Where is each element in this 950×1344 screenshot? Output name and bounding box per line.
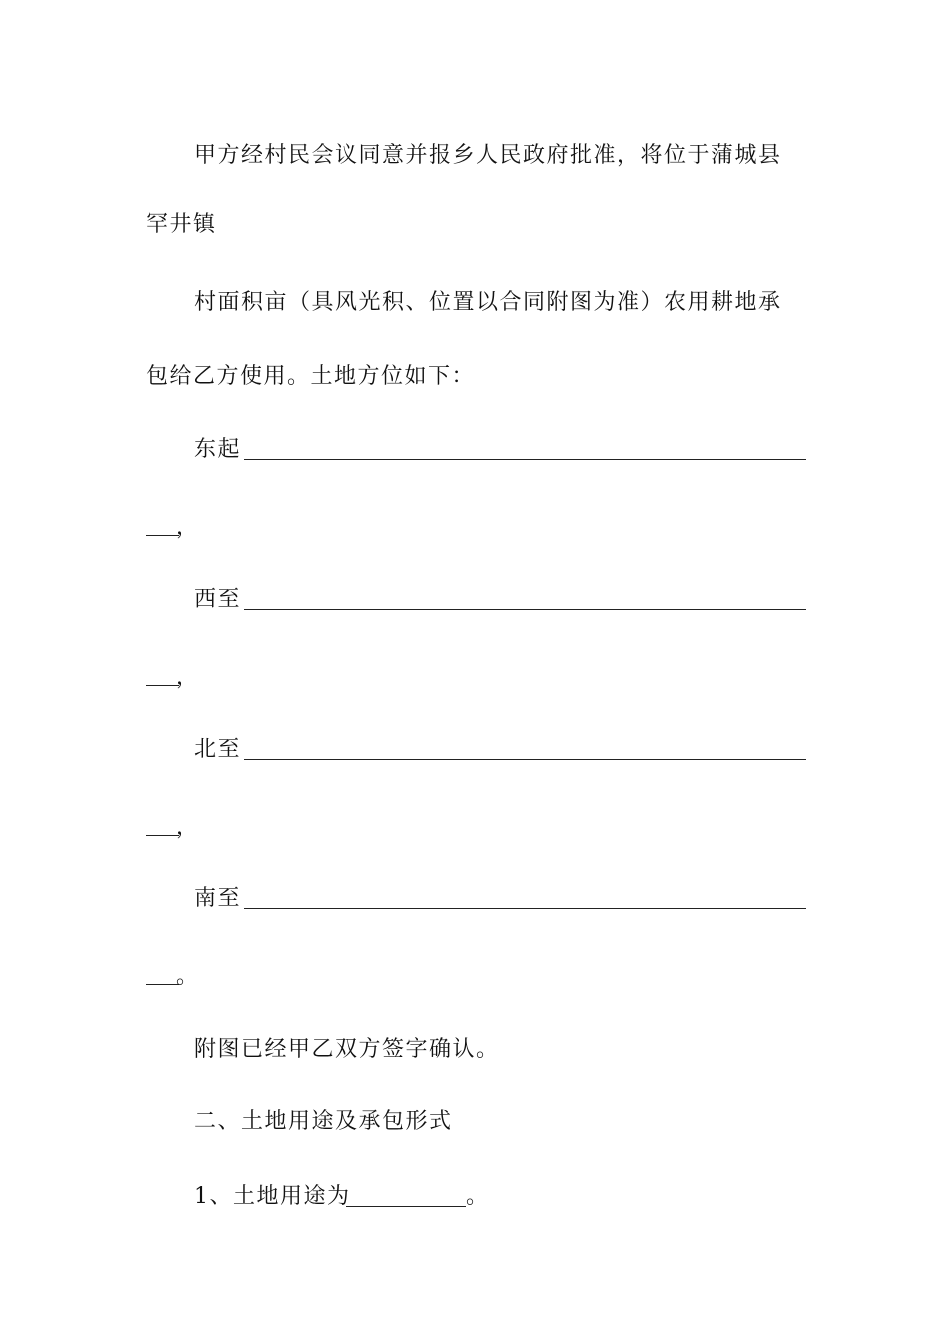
paragraph-text: 村面积亩（具风光积、位置以合同附图为准）农用耕地承 [194,290,782,315]
boundary-north-label: 北至 [194,737,242,762]
boundary-east-label: 东起 [194,437,242,462]
boundary-south-label: 南至 [194,886,242,911]
item-land-use-end: 。 [466,1184,490,1209]
land-use-blank [346,1206,466,1207]
boundary-south-blank-continued [146,984,179,985]
boundary-east-blank-continued [146,535,179,536]
boundary-west-end: ， [176,665,200,690]
boundary-west-label: 西至 [194,587,242,612]
paragraph-text: 包给乙方使用。土地方位如下： [146,364,476,389]
paragraph-text: 甲方经村民会议同意并报乡人民政府批准，将位于蒲城县 [194,143,782,168]
confirmation-text: 附图已经甲乙双方签字确认。 [194,1037,500,1062]
boundary-south-end: 。 [176,964,200,989]
boundary-east-end: ， [176,515,200,540]
boundary-west-blank [244,609,806,610]
boundary-east-blank [244,459,806,460]
boundary-north-blank [244,759,806,760]
item-land-use-label: 1、土地用途为 [194,1184,351,1209]
boundary-south-blank [244,908,806,909]
boundary-west-blank-continued [146,685,179,686]
section-heading: 二、土地用途及承包形式 [194,1109,453,1134]
paragraph-text: 罕井镇 [146,212,217,237]
boundary-north-end: ， [176,815,200,840]
boundary-north-blank-continued [146,835,179,836]
